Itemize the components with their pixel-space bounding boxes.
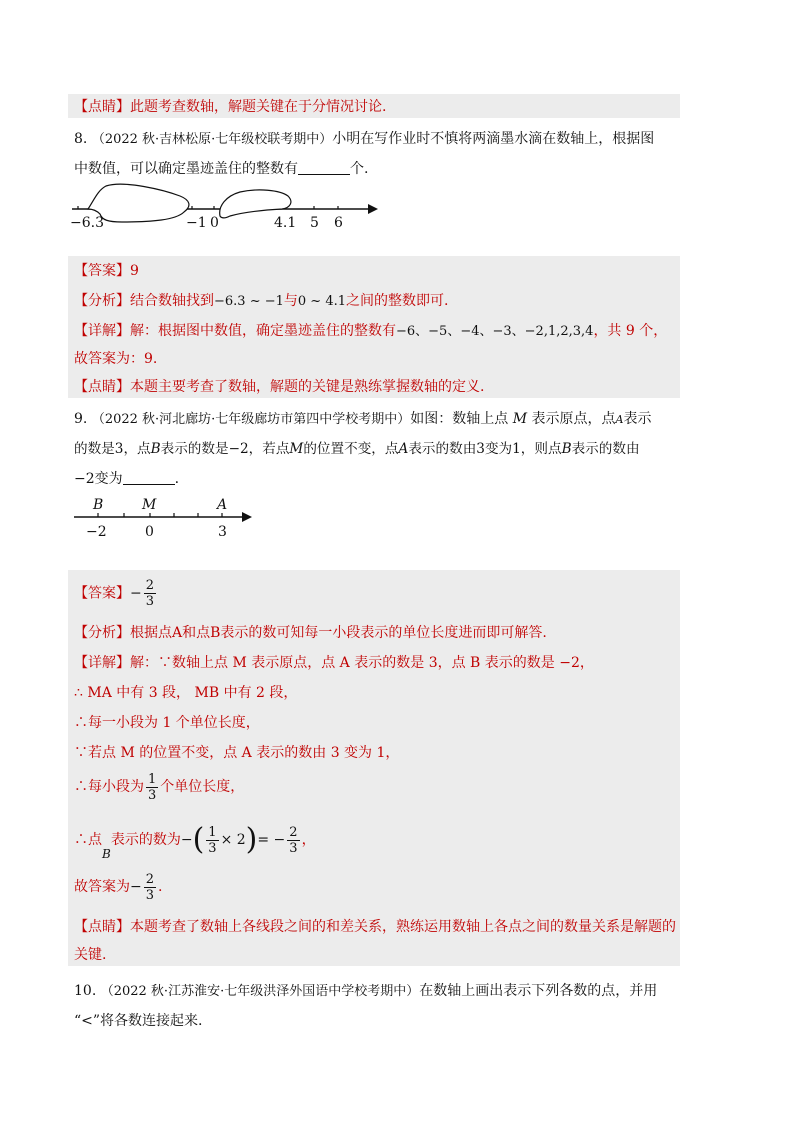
q9-detail-text: ∴点 [74, 832, 102, 848]
axis-point-label: M [142, 497, 157, 513]
q8-text1: 小明在写作业时不慎将两滴墨水滴在数轴上，根据图 [332, 131, 655, 147]
q9-detail-text: 表示的数为 [110, 832, 181, 848]
q8-analysis-line [74, 290, 448, 313]
point-tag: 【点睛】 [74, 379, 130, 395]
answer-fraction [144, 578, 156, 609]
q9-detail-line6 [74, 818, 316, 876]
q9-text: 如图：数轴上点 [410, 411, 509, 427]
q9-detail-text: ， [301, 832, 316, 848]
q9-point-line2: 关键. [74, 947, 107, 963]
q9-text: 的数是 [74, 441, 115, 457]
q9-detail-text: 故答案为 [74, 879, 130, 895]
point-tag: 【点睛】 [74, 919, 130, 935]
point-B: B [150, 441, 161, 457]
q8-range1: −6.3 ~ −1 [214, 294, 284, 309]
point-B: B [561, 441, 572, 457]
denominator: 3 [145, 594, 155, 609]
q9-text: 表示原点，点 [531, 411, 616, 427]
answer-sign: − [130, 585, 142, 602]
q8-conclusion: 故答案为：9. [74, 351, 158, 367]
q9-detail-line7 [74, 870, 162, 904]
answer-tag: 【答案】 [74, 585, 130, 602]
q10-line2: “<”将各数连接起来. [74, 1013, 203, 1029]
detail-tag: 【详解】 [74, 323, 130, 339]
q9-text: ，点 [123, 441, 151, 457]
q9-number-line-figure [70, 494, 260, 542]
times-two: × 2 [220, 832, 246, 848]
q9-num: −2 [228, 441, 249, 457]
point-M: M [289, 441, 304, 457]
q8-detail-line [74, 320, 667, 343]
q10-source: （2022 秋·江苏淮安·七年级洪泽外国语中学校考期中） [100, 984, 420, 999]
axis-arrow [368, 204, 378, 214]
q9-num: 1 [512, 441, 521, 457]
analysis-tag: 【分析】 [74, 625, 130, 641]
q9-analysis: 根据点A和点B表示的数可知每一小段表示的单位长度进而即可解答. [130, 625, 547, 641]
tick-label: 0 [210, 215, 219, 231]
fraction [146, 772, 158, 803]
q8-line1 [74, 128, 654, 151]
q9-text: ，若点 [248, 441, 290, 457]
q8-answer: 9 [130, 263, 139, 279]
q9-text: 表示的数是 [160, 441, 229, 457]
prev-point-line [74, 96, 386, 118]
point-M: M [512, 411, 528, 427]
q8-text2b: 个. [350, 161, 369, 177]
fraction [206, 825, 218, 856]
q9-text: 变为 [94, 471, 123, 487]
right-paren: ) [245, 822, 258, 857]
q8-point-line [74, 376, 484, 398]
q9-answer-blank [123, 470, 175, 485]
denominator: 3 [289, 840, 298, 856]
q10-number: 10. [74, 983, 97, 999]
q8-number-line-figure [68, 182, 388, 232]
q9-num: −2 [74, 471, 95, 487]
q9-detail-text: . [158, 879, 163, 895]
detail-tag: 【详解】 [74, 655, 130, 671]
q8-answer-line [74, 260, 139, 282]
q9-text: . [174, 471, 180, 487]
axis-point-label: B [93, 497, 104, 513]
q9-text: 表示的数由 [571, 441, 640, 457]
point-text: 此题考查数轴，解题关键在于分情况讨论. [130, 99, 387, 115]
fraction [144, 872, 156, 903]
q9-text: 变为 [484, 441, 513, 457]
tick-label: 6 [334, 215, 343, 231]
q9-answer-line [74, 578, 158, 609]
numerator: 2 [289, 824, 298, 840]
q9-text: 的位置不变，点 [303, 441, 399, 457]
q9-line2 [74, 438, 640, 460]
q9-detail-text: 个单位长度， [160, 779, 245, 795]
q8-number: 8. [74, 131, 88, 147]
axis-point-label: A [217, 497, 228, 513]
q9-detail-1: 解：∵数轴上点 M 表示原点，点 A 表示的数是 3，点 B 表示的数是 −2， [130, 655, 594, 671]
q8-analysis-c: 之间的整数即可. [346, 293, 449, 309]
analysis-tag: 【分析】 [74, 293, 130, 309]
q9-text: 表示 [623, 411, 652, 427]
ink-blot-right [220, 190, 291, 218]
numerator: 1 [208, 824, 217, 840]
denominator: 3 [148, 787, 157, 803]
q9-text: 表示的数由 [408, 441, 477, 457]
q8-source: （2022 秋·吉林松原·七年级校联考期中） [91, 132, 333, 147]
tick-label: −2 [86, 524, 107, 540]
q9-detail-line5 [74, 770, 244, 804]
q9-num: 3 [114, 441, 124, 457]
q9-text: ，则点 [520, 441, 562, 457]
minus-sign: − [130, 879, 142, 895]
q10-line1 [74, 980, 657, 1003]
point-A: A [615, 413, 624, 426]
minus-sign: − [180, 832, 193, 848]
axis-arrow [242, 512, 252, 522]
q9-detail-text: ∴每小段为 [74, 779, 144, 795]
point-B: B [102, 847, 111, 861]
q8-detail-b: ，共 9 个， [593, 323, 668, 339]
q8-detail-a: 解：根据图中数值，确定墨迹盖住的整数有 [130, 323, 396, 339]
q9-detail-line1 [74, 652, 594, 674]
tick-label: 3 [218, 524, 227, 540]
q9-number: 9. [74, 411, 88, 427]
q8-detail-nums: −6、−5、−4、−3、−2,1,2,3,4 [396, 324, 594, 339]
q8-point: 本题主要考查了数轴，解题的关键是熟练掌握数轴的定义. [130, 379, 485, 395]
point-tag: 【点睛】 [74, 99, 130, 115]
q8-text2a: 中数值，可以确定墨迹盖住的整数有 [74, 161, 298, 177]
point-A: A [398, 441, 409, 457]
q9-detail-line4: ∵若点 M 的位置不变，点 A 表示的数由 3 变为 1， [74, 745, 400, 761]
q9-source: （2022 秋·河北廊坊·七年级廊坊市第四中学校考期中） [91, 412, 411, 427]
q9-line3 [74, 468, 179, 490]
q8-range2: 0 ~ 4.1 [297, 294, 346, 309]
denominator: 3 [208, 840, 217, 856]
left-paren: ( [192, 822, 205, 857]
answer-tag: 【答案】 [74, 263, 130, 279]
q9-line1 [74, 408, 652, 431]
denominator: 3 [145, 887, 155, 903]
equals-minus: = − [257, 832, 286, 848]
numerator: 1 [148, 771, 157, 787]
tick-label: −6.3 [70, 215, 104, 231]
q8-analysis-b: 与 [283, 293, 298, 309]
q8-answer-blank [298, 160, 350, 175]
q9-num: 3 [476, 441, 485, 457]
q9-point-line1 [74, 916, 676, 938]
numerator: 2 [145, 578, 155, 593]
tick-label: −1 [186, 215, 207, 231]
q8-analysis-a: 结合数轴找到 [130, 293, 214, 309]
q9-detail-line2: ∴ MA 中有 3 段， MB 中有 2 段， [74, 685, 298, 701]
tick-label: 0 [145, 524, 154, 540]
fraction [287, 825, 299, 856]
q9-detail-line3: ∴每一小段为 1 个单位长度， [74, 715, 260, 731]
q10-text1: 在数轴上画出表示下列各数的点，并用 [419, 983, 658, 999]
tick-label: 4.1 [274, 215, 297, 231]
q9-point-1: 本题考查了数轴上各线段之间的和差关系，熟练运用数轴上各点之间的数量关系是解题的 [130, 919, 676, 935]
tick-label: 5 [310, 215, 319, 231]
q8-line2 [74, 158, 368, 180]
q9-analysis-line [74, 622, 547, 644]
numerator: 2 [145, 871, 155, 887]
